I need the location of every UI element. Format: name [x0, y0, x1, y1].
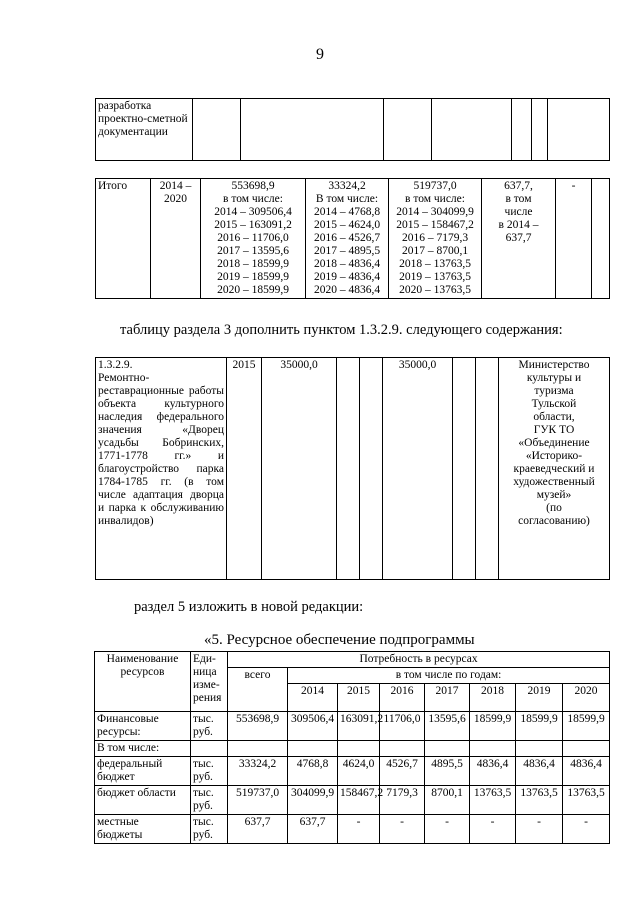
- total-col-federal: 33324,2 В том числе: 2014 – 4768,8 2015 – 4624,0 2016 – 4526,7 2017 – 4895,5 2018 – 4836,4 2019 – 4836,4 2020 – 4836,4: [306, 179, 389, 299]
- year-header: 2017: [425, 684, 470, 712]
- table-item: [95, 357, 610, 580]
- table-row: бюджет области тыс. руб. 519737,0 304099,9 158467,2 7179,3 8700,1 13763,5 13763,5 13763,5: [95, 786, 610, 815]
- table-total: [95, 178, 610, 299]
- h-unit: Еди- ница изме- рения: [191, 652, 228, 712]
- total-label: Итого: [96, 179, 151, 299]
- table-row: В том числе:: [95, 741, 610, 757]
- item-description: 1.3.2.9. Ремонтно-реставрационные работы объекта культурного наследия федерального значения «Дворец усадьбы Бобринских, 1771-1778 гг.» и благоустройство парка 1784-1785 гг. (в том числе адаптация дворца и парка к обслуживанию инвалидов): [96, 358, 227, 580]
- table-row: федеральный бюджет тыс. руб. 33324,2 4768,8 4624,0 4526,7 4895,5 4836,4 4836,4 4836,4: [95, 757, 610, 786]
- paragraph-section5: раздел 5 изложить в новой редакции:: [134, 599, 364, 615]
- total-col-local: 637,7, в том числе в 2014 – 637,7: [482, 179, 556, 299]
- table-row: Финансовые ресурсы: тыс. руб. 553698,9 309506,4 163091,2 11706,0 13595,6 18599,9 18599,9 18599,9: [95, 712, 610, 741]
- paragraph-add-item: таблицу раздела 3 дополнить пунктом 1.3.2.9. следующего содержания:: [120, 322, 563, 338]
- h-name: Наименование ресурсов: [95, 652, 191, 712]
- year-header: 2015: [338, 684, 380, 712]
- row-label: разработка проектно-сметной документации: [96, 99, 193, 161]
- total-col-region: 519737,0 в том числе: 2014 – 304099,9 2015 – 158467,2 2016 – 7179,3 2017 – 8700,1 2018 – 13763,5 2019 – 13763,5 2020 – 13763,5: [389, 179, 482, 299]
- item-region: 35000,0: [383, 358, 453, 580]
- h-byyears: в том числе по годам:: [288, 668, 610, 684]
- h-all: всего: [228, 668, 288, 712]
- total-col-all: 553698,9 в том числе: 2014 – 309506,4 2015 – 163091,2 2016 – 11706,0 2017 – 13595,6 2018 – 18599,9 2019 – 18599,9 2020 – 18599,9: [201, 179, 306, 299]
- year-header: 2016: [380, 684, 425, 712]
- h-need: Потребность в ресурсах: [228, 652, 610, 668]
- year-header: 2019: [516, 684, 563, 712]
- year-header: 2014: [288, 684, 338, 712]
- total-period: 2014 – 2020: [151, 179, 201, 299]
- table-row: местные бюджеты тыс. руб. 637,7 637,7 - - - - - -: [95, 815, 610, 844]
- year-header: 2018: [470, 684, 516, 712]
- item-year: 2015: [227, 358, 262, 580]
- section5-title: «5. Ресурсное обеспечение подпрограммы: [204, 632, 475, 648]
- resource-table: [94, 651, 610, 844]
- total-col-other: -: [556, 179, 592, 299]
- item-executor: Министерство культуры и туризма Тульской области, ГУК ТО «Объединение «Историко- краеведческий и художественный музей» (по согласованию): [499, 358, 610, 580]
- table-top: [95, 98, 610, 161]
- year-header: 2020: [563, 684, 610, 712]
- item-total: 35000,0: [262, 358, 337, 580]
- page-number: 9: [316, 46, 324, 63]
